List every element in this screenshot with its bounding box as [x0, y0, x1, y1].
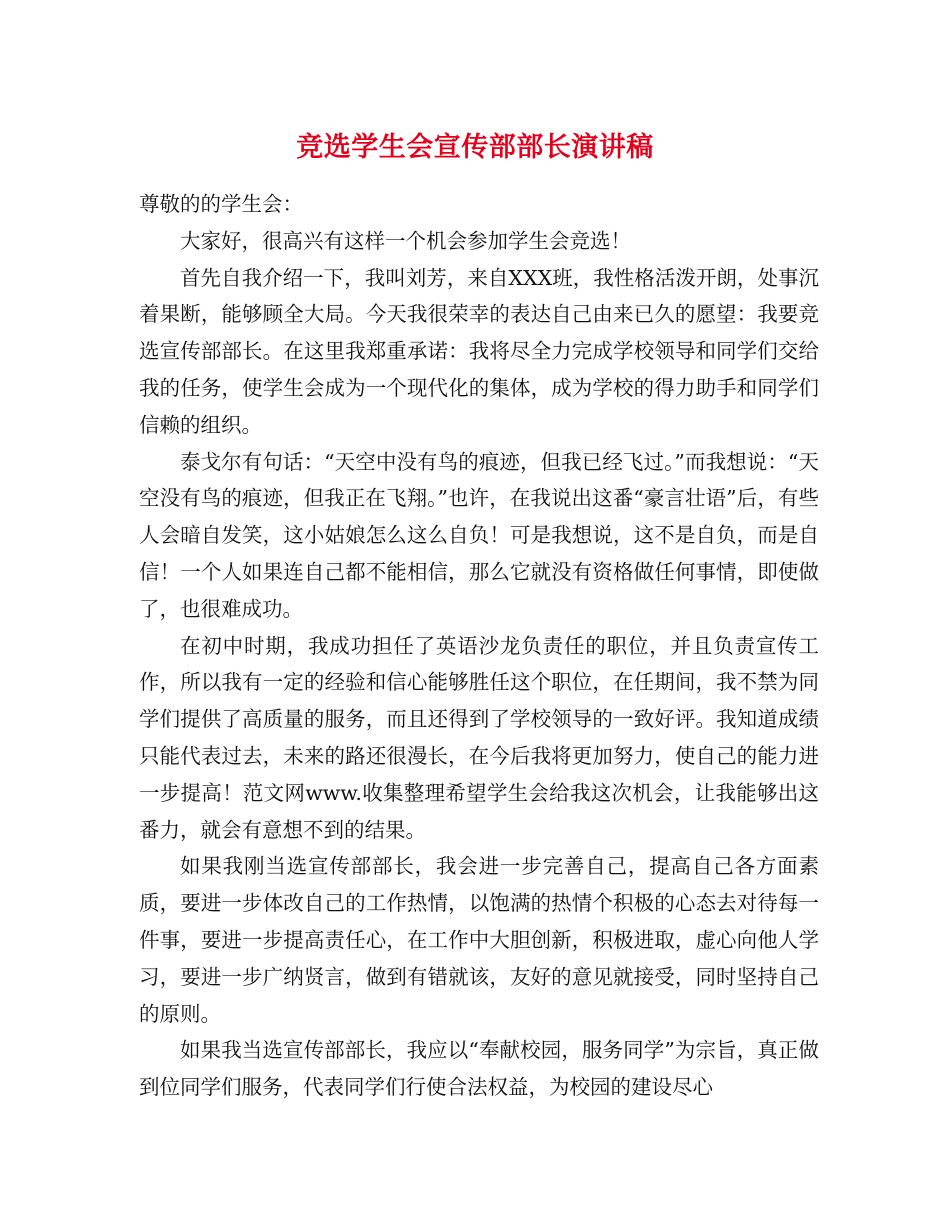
paragraph-greeting: 大家好，很高兴有这样一个机会参加学生会竞选！	[180, 228, 631, 253]
paragraph-experience: 在初中时期，我成功担任了英语沙龙负责任的职位，并且负责宣传工作，所以我有一定的经验和信心能够胜任这个职位，在任期间，我不禁为同学们提供了高质量的服务，而且还得到了学校领导的一致好评。我知道成绩只能代表过去，未来的路还很漫长，在今后我将更加努力，使自己的能力进一步提高！范文网www.收集整理希望学生会给我这次机会，让我能够出这番力，就会有意想不到的结果。	[139, 633, 819, 842]
salutation: 尊敬的的学生会：	[139, 192, 303, 216]
paragraph-purpose: 如果我当选宣传部部长，我应以“奉献校园，服务同学”为宗旨，真正做到位同学们服务，代表同学们行使合法权益，为校园的建设尽心	[139, 1038, 819, 1100]
document-body	[139, 186, 819, 1106]
paragraph-introduction: 首先自我介绍一下，我叫刘芳，来自XXX班，我性格活泼开朗，处事沉着果断，能够顾全大局。今天我很荣幸的表达自己由来已久的愿望：我要竞选宣传部部长。在这里我郑重承诺：我将尽全力完成学校领导和同学们交给我的任务，使学生会成为一个现代化的集体，成为学校的得力助手和同学们信赖的组织。	[139, 265, 819, 437]
paragraph-plan: 如果我刚当选宣传部部长，我会进一步完善自己，提高自己各方面素质，要进一步体改自己的工作热情，以饱满的热情个积极的心态去对待每一件事，要进一步提高责任心，在工作中大胆创新，积极进取，虚心向他人学习，要进一步广纳贤言，做到有错就该，友好的意见就接受，同时坚持自己的原则。	[139, 854, 819, 1026]
document-title: 竞选学生会宣传部部长演讲稿	[296, 132, 654, 163]
paragraph-tagore-quote: 泰戈尔有句话：“天空中没有鸟的痕迹，但我已经飞过。”而我想说：“天空没有鸟的痕迹，但我正在飞翔。”也许，在我说出这番“豪言壮语”后，有些人会暗自发笑，这小姑娘怎么这么自负！可是我想说，这不是自负，而是自信！一个人如果连自己都不能相信，那么它就没有资格做任何事情，即使做了，也很难成功。	[139, 449, 819, 621]
